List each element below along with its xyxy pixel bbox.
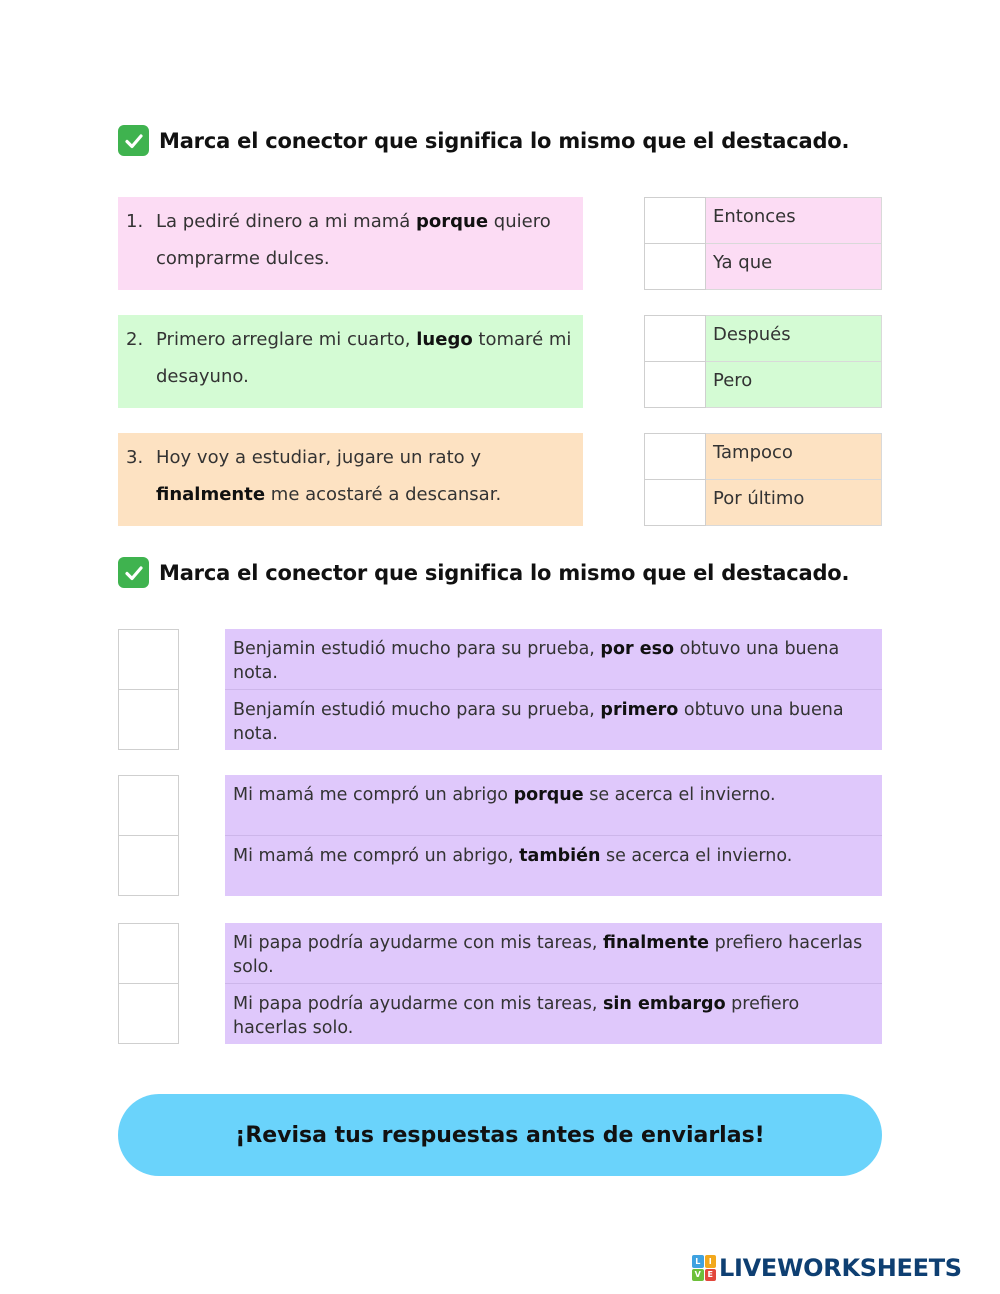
sentence-text-post: tomaré mi desayuno.: [156, 329, 572, 387]
choice-checkbox[interactable]: [118, 690, 179, 751]
sentence-text-pre: La pediré dinero a mi mamá: [156, 211, 417, 232]
section-2-heading-text: Marca el conector que significa lo mismo que el destacado.: [159, 560, 850, 585]
choice-group-1: [118, 629, 882, 750]
choice-text-post: obtuvo una buena nota.: [233, 699, 844, 744]
option-row: [644, 244, 882, 291]
options-table-3: [644, 433, 882, 526]
highlighted-connector: luego: [416, 329, 473, 350]
choice-checkbox[interactable]: [118, 923, 179, 984]
choice-connector: primero: [600, 699, 679, 720]
choice-text-pre: Mi mamá me compró un abrigo: [233, 785, 514, 805]
choice-text-pre: Benjamin estudió mucho para su prueba,: [233, 639, 601, 659]
option-row: [644, 480, 882, 527]
option-row: [644, 197, 882, 244]
option-label: Pero: [706, 362, 882, 409]
choice-text-post: prefiero hacerlas solo.: [233, 993, 800, 1038]
sentence-2: [118, 315, 583, 408]
sentence-text-pre: Primero arreglare mi cuarto,: [156, 329, 417, 350]
choice-sentence: [225, 836, 882, 897]
logo-mark-letter: V: [692, 1269, 704, 1282]
option-row: [644, 433, 882, 480]
options-table-2: [644, 315, 882, 408]
option-row: [644, 315, 882, 362]
option-checkbox[interactable]: [644, 480, 706, 527]
logo-mark-letter: E: [705, 1269, 717, 1282]
choice-row: [118, 775, 882, 836]
sentence-number: 2.: [126, 329, 144, 350]
choice-sentence: [225, 984, 882, 1045]
choice-text-pre: Mi papa podría ayudarme con mis tareas,: [233, 993, 603, 1014]
logo-mark-letter: I: [705, 1255, 717, 1268]
options-table-1: [644, 197, 882, 290]
sentence-number: 3.: [126, 447, 144, 468]
choice-sentence: [225, 775, 882, 836]
option-checkbox[interactable]: [644, 197, 706, 244]
option-label: Por último: [706, 480, 882, 527]
choice-text-post: se acerca el invierno.: [600, 845, 793, 866]
choice-group-3: [118, 923, 882, 1044]
option-checkbox[interactable]: [644, 244, 706, 291]
sentence-1: [118, 197, 583, 290]
logo-mark-icon: [692, 1255, 716, 1281]
choice-connector: porque: [513, 785, 584, 805]
choice-row: [118, 836, 882, 897]
choice-text-post: prefiero hacerlas solo.: [233, 933, 863, 977]
choice-row: [118, 690, 882, 751]
choice-sentence: [225, 690, 882, 751]
choice-sentence: [225, 923, 882, 984]
section-1-heading: [118, 125, 849, 156]
sentence-text-post: quiero comprarme dulces.: [156, 211, 551, 269]
option-label: Entonces: [706, 197, 882, 244]
choice-connector: sin embargo: [603, 993, 726, 1014]
choice-row: [118, 984, 882, 1045]
highlighted-connector: finalmente: [156, 484, 266, 505]
option-row: [644, 362, 882, 409]
sentence-text: [156, 439, 573, 526]
choice-sentence: [225, 629, 882, 690]
logo-text: LIVEWORKSHEETS: [719, 1254, 962, 1282]
choice-connector: finalmente: [603, 933, 710, 953]
option-checkbox[interactable]: [644, 433, 706, 480]
review-answers-banner[interactable]: [118, 1094, 882, 1176]
choice-group-2: [118, 775, 882, 896]
sentence-text: [156, 321, 573, 408]
logo-mark-letter: L: [692, 1255, 704, 1268]
choice-connector: también: [519, 845, 601, 866]
choice-checkbox[interactable]: [118, 836, 179, 897]
choice-text-pre: Benjamín estudió mucho para su prueba,: [233, 699, 601, 720]
choice-checkbox[interactable]: [118, 775, 179, 836]
choice-row: [118, 629, 882, 690]
sentence-text-pre: Hoy voy a estudiar, jugare un rato y: [156, 447, 482, 468]
liveworksheets-logo[interactable]: [692, 1254, 962, 1282]
choice-text-pre: Mi papa podría ayudarme con mis tareas,: [233, 933, 603, 953]
sentence-number: 1.: [126, 211, 144, 232]
choice-text-post: obtuvo una buena nota.: [233, 639, 840, 683]
choice-checkbox[interactable]: [118, 984, 179, 1045]
option-checkbox[interactable]: [644, 362, 706, 409]
choice-checkbox[interactable]: [118, 629, 179, 690]
sentence-3: [118, 433, 583, 526]
option-label: Después: [706, 315, 882, 362]
option-label: Tampoco: [706, 433, 882, 480]
choice-connector: por eso: [600, 639, 675, 659]
check-mark-icon: [118, 125, 149, 156]
section-2-heading: [118, 557, 849, 588]
check-mark-icon: [118, 557, 149, 588]
choice-row: [118, 923, 882, 984]
choice-text-post: se acerca el invierno.: [583, 785, 776, 805]
option-label: Ya que: [706, 244, 882, 291]
choice-text-pre: Mi mamá me compró un abrigo,: [233, 845, 520, 866]
sentence-text: [156, 203, 573, 290]
option-checkbox[interactable]: [644, 315, 706, 362]
sentence-text-post: me acostaré a descansar.: [265, 484, 502, 505]
section-1-heading-text: Marca el conector que significa lo mismo que el destacado.: [159, 128, 850, 153]
banner-text: ¡Revisa tus respuestas antes de enviarlas!: [235, 1122, 765, 1148]
highlighted-connector: porque: [416, 211, 489, 232]
